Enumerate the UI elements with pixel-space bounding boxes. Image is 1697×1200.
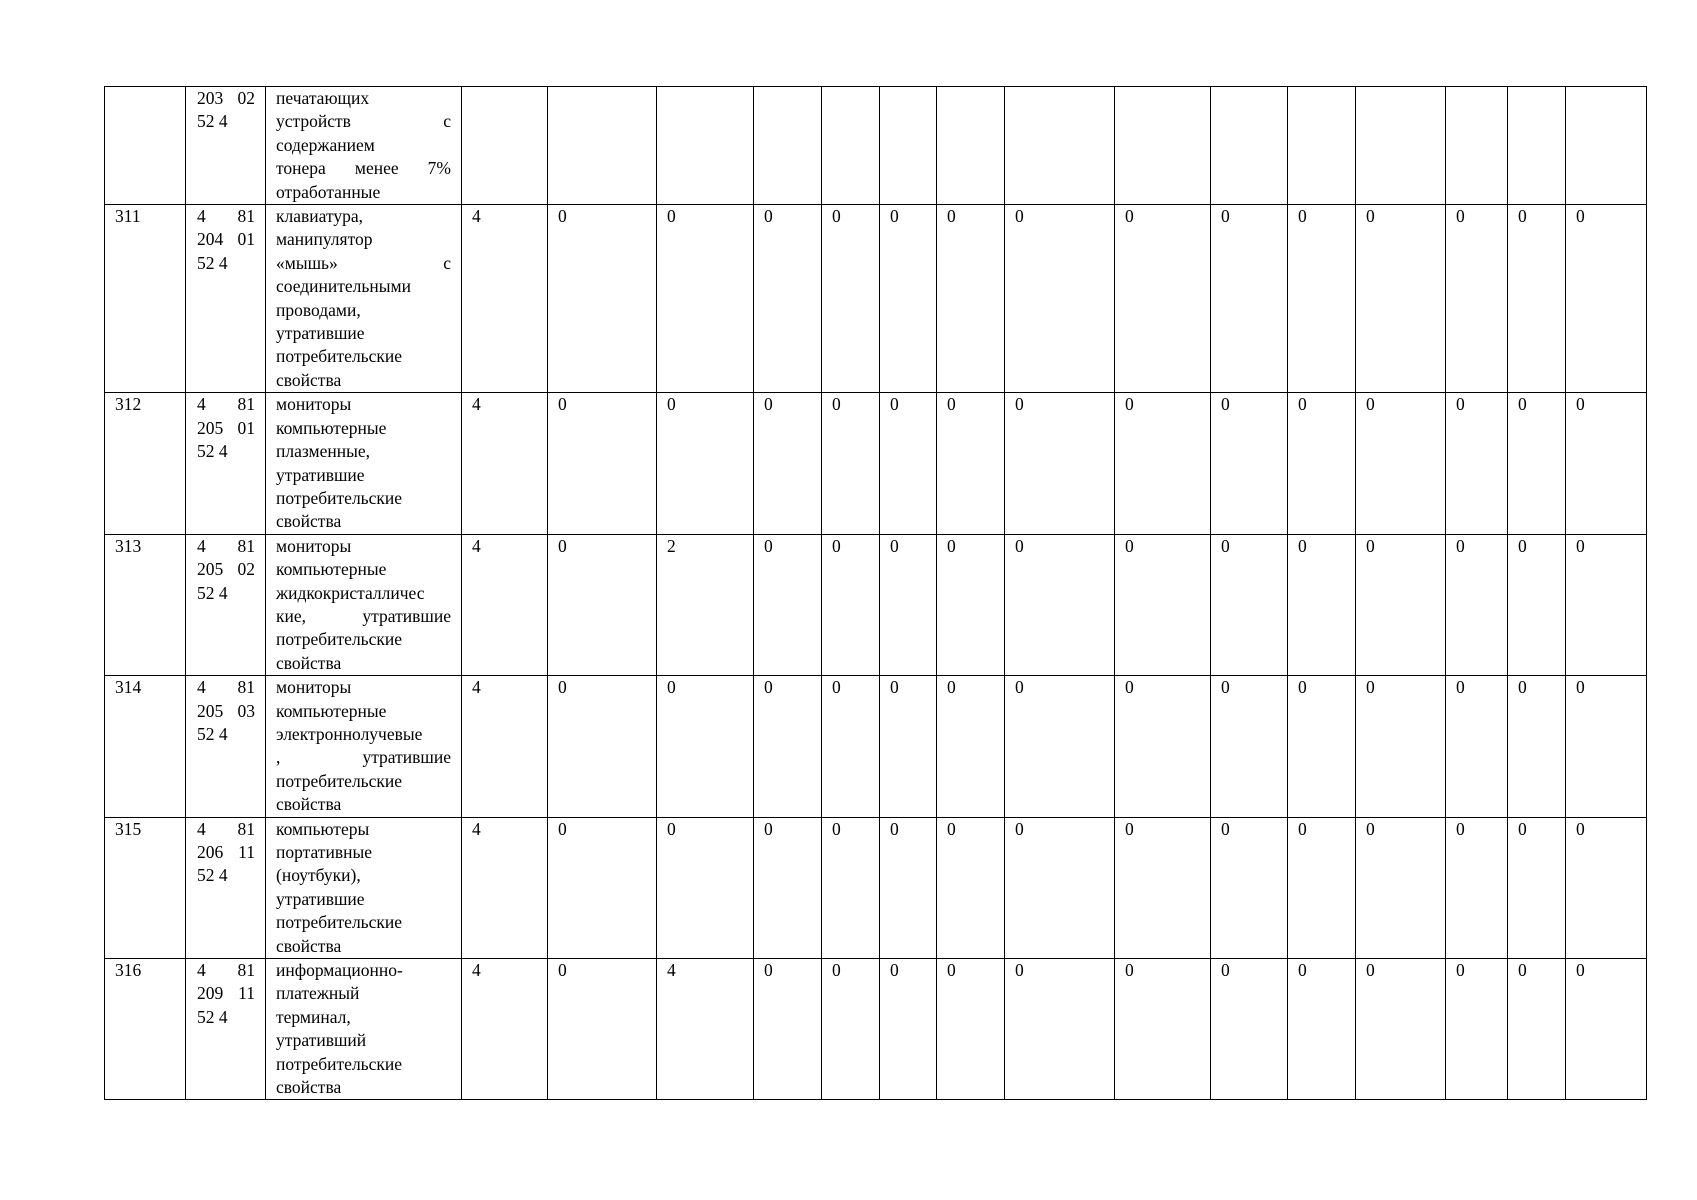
value-cell: 0 xyxy=(1211,393,1288,534)
waste-description-line: потребительские xyxy=(276,1053,403,1074)
value-cell xyxy=(754,87,822,205)
value-cell: 0 xyxy=(880,676,937,817)
waste-description-cell xyxy=(266,534,462,675)
value-cell: 0 xyxy=(1446,817,1508,958)
value-cell: 0 xyxy=(1115,534,1211,675)
value-cell xyxy=(937,87,1005,205)
waste-code-line: 52 4 xyxy=(197,582,228,603)
waste-description-line: терминал, xyxy=(276,1006,351,1027)
waste-description-line: устройств с xyxy=(276,111,451,132)
value-cell: 0 xyxy=(754,817,822,958)
value-cell: 0 xyxy=(1446,534,1508,675)
row-number-cell xyxy=(105,87,186,205)
waste-description-cell xyxy=(266,959,462,1100)
waste-description-line: свойства xyxy=(276,369,342,390)
waste-code-line: 203 02 xyxy=(197,88,255,108)
value-cell: 0 xyxy=(1288,676,1356,817)
value-cell: 0 xyxy=(1211,534,1288,675)
value-cell: 4 xyxy=(462,959,548,1100)
table-row xyxy=(105,534,1647,675)
value-cell: 0 xyxy=(1288,817,1356,958)
waste-description-line: компьютерные xyxy=(276,417,387,438)
table-row xyxy=(105,87,1647,205)
waste-code-cell xyxy=(186,393,266,534)
waste-description-line: утратившие xyxy=(276,464,365,485)
waste-description-line: «мышь» с xyxy=(276,252,451,273)
value-cell: 4 xyxy=(462,676,548,817)
waste-description-line: электроннолучевые xyxy=(276,723,423,744)
waste-description-line: компьютерные xyxy=(276,559,387,580)
waste-code-line: 205 02 xyxy=(197,559,255,580)
waste-description-cell xyxy=(266,393,462,534)
waste-code-line: 4 81 xyxy=(197,960,255,981)
waste-description-line: соединительными xyxy=(276,276,411,297)
waste-description-line: печатающих xyxy=(276,88,370,108)
value-cell: 0 xyxy=(657,205,754,393)
waste-code-line: 52 4 xyxy=(197,723,228,744)
waste-description-line: тонера менее 7% xyxy=(276,158,451,179)
waste-code-line: 4 81 xyxy=(197,818,255,839)
waste-code-cell xyxy=(186,817,266,958)
waste-description-line: платежный xyxy=(276,983,360,1004)
value-cell: 0 xyxy=(754,393,822,534)
value-cell: 0 xyxy=(548,817,657,958)
waste-code-line: 209 11 xyxy=(197,983,255,1004)
value-cell: 0 xyxy=(1566,959,1647,1100)
value-cell: 0 xyxy=(880,959,937,1100)
waste-code-line: 52 4 xyxy=(197,865,228,886)
value-cell: 0 xyxy=(1005,534,1115,675)
waste-code-line: 4 81 xyxy=(197,535,255,556)
waste-code-cell xyxy=(186,959,266,1100)
waste-description-line: мониторы xyxy=(276,677,352,698)
value-cell: 0 xyxy=(880,205,937,393)
table-row xyxy=(105,676,1647,817)
row-number-cell: 311 xyxy=(105,205,186,393)
waste-code-line: 4 81 xyxy=(197,394,255,415)
waste-code-cell xyxy=(186,676,266,817)
value-cell: 0 xyxy=(754,534,822,675)
value-cell xyxy=(880,87,937,205)
document-page xyxy=(104,86,1647,1100)
value-cell xyxy=(657,87,754,205)
value-cell: 0 xyxy=(822,205,880,393)
value-cell: 0 xyxy=(548,959,657,1100)
waste-code-line: 204 01 xyxy=(197,229,255,250)
waste-description-line: свойства xyxy=(276,652,342,673)
waste-code-line: 4 81 xyxy=(197,677,255,698)
value-cell: 0 xyxy=(1005,205,1115,393)
value-cell: 0 xyxy=(1288,534,1356,675)
waste-description-line: утратившие xyxy=(276,888,365,909)
value-cell: 0 xyxy=(1566,676,1647,817)
value-cell xyxy=(1288,87,1356,205)
table-body xyxy=(105,87,1647,1100)
value-cell: 0 xyxy=(1005,393,1115,534)
waste-description-line: информационно- xyxy=(276,960,403,981)
value-cell: 0 xyxy=(1446,205,1508,393)
row-number-cell: 314 xyxy=(105,676,186,817)
value-cell: 0 xyxy=(1005,959,1115,1100)
value-cell: 2 xyxy=(657,534,754,675)
waste-description-line: мониторы xyxy=(276,394,352,415)
value-cell xyxy=(1446,87,1508,205)
table-row xyxy=(105,393,1647,534)
waste-description-line: мониторы xyxy=(276,535,352,556)
value-cell: 0 xyxy=(937,676,1005,817)
value-cell: 4 xyxy=(462,817,548,958)
value-cell: 0 xyxy=(1508,534,1566,675)
value-cell: 0 xyxy=(548,393,657,534)
value-cell: 0 xyxy=(1115,205,1211,393)
waste-description-cell xyxy=(266,205,462,393)
waste-description-line: свойства xyxy=(276,1077,342,1098)
waste-description-line: компьютеры xyxy=(276,818,370,839)
value-cell: 0 xyxy=(657,393,754,534)
value-cell: 0 xyxy=(1446,393,1508,534)
value-cell: 0 xyxy=(1211,205,1288,393)
waste-code-line: 52 4 xyxy=(197,111,228,132)
value-cell: 0 xyxy=(1356,534,1446,675)
value-cell: 0 xyxy=(548,205,657,393)
value-cell: 4 xyxy=(657,959,754,1100)
waste-code-line: 4 81 xyxy=(197,206,255,227)
waste-description-line: (ноутбуки), xyxy=(276,865,361,886)
waste-description-line: потребительские xyxy=(276,346,403,367)
value-cell: 0 xyxy=(1356,959,1446,1100)
waste-description-line: компьютерные xyxy=(276,700,387,721)
table-row xyxy=(105,817,1647,958)
value-cell: 0 xyxy=(1115,959,1211,1100)
waste-code-line: 205 01 xyxy=(197,417,255,438)
value-cell: 0 xyxy=(1508,393,1566,534)
waste-code-cell xyxy=(186,534,266,675)
value-cell: 4 xyxy=(462,205,548,393)
waste-description-line: портативные xyxy=(276,842,372,862)
value-cell xyxy=(548,87,657,205)
value-cell: 4 xyxy=(462,393,548,534)
value-cell: 0 xyxy=(1356,817,1446,958)
value-cell: 0 xyxy=(1356,205,1446,393)
waste-description-line: потребительские xyxy=(276,629,403,650)
table-row xyxy=(105,205,1647,393)
value-cell: 0 xyxy=(548,534,657,675)
value-cell xyxy=(1211,87,1288,205)
waste-code-cell xyxy=(186,205,266,393)
waste-description-cell xyxy=(266,817,462,958)
value-cell: 4 xyxy=(462,534,548,675)
value-cell: 0 xyxy=(937,393,1005,534)
waste-description-line: потребительские xyxy=(276,912,403,933)
waste-code-line: 52 4 xyxy=(197,441,228,462)
waste-table xyxy=(104,86,1647,1100)
value-cell: 0 xyxy=(1508,205,1566,393)
waste-description-line: утративший xyxy=(276,1030,367,1051)
value-cell: 0 xyxy=(822,817,880,958)
value-cell: 0 xyxy=(880,534,937,675)
value-cell: 0 xyxy=(657,817,754,958)
waste-description-line: содержанием xyxy=(276,134,375,155)
value-cell: 0 xyxy=(1566,393,1647,534)
row-number-cell: 315 xyxy=(105,817,186,958)
waste-description-line: проводами, xyxy=(276,299,361,320)
value-cell: 0 xyxy=(937,817,1005,958)
waste-description-cell xyxy=(266,676,462,817)
waste-code-cell xyxy=(186,87,266,205)
value-cell: 0 xyxy=(1005,817,1115,958)
waste-description-line: жидкокристалличес xyxy=(276,582,425,603)
value-cell: 0 xyxy=(1288,393,1356,534)
value-cell: 0 xyxy=(1566,205,1647,393)
value-cell: 0 xyxy=(1508,676,1566,817)
value-cell xyxy=(1115,87,1211,205)
value-cell: 0 xyxy=(822,959,880,1100)
value-cell: 0 xyxy=(1356,676,1446,817)
waste-description-line: свойства xyxy=(276,794,342,815)
waste-description-line: свойства xyxy=(276,511,342,532)
value-cell: 0 xyxy=(880,393,937,534)
waste-code-line: 205 03 xyxy=(197,700,255,721)
value-cell: 0 xyxy=(657,676,754,817)
row-number-cell: 316 xyxy=(105,959,186,1100)
table-row xyxy=(105,959,1647,1100)
value-cell: 0 xyxy=(822,393,880,534)
value-cell: 0 xyxy=(880,817,937,958)
value-cell: 0 xyxy=(1211,676,1288,817)
waste-description-line: , утратившие xyxy=(276,747,451,768)
row-number-cell: 313 xyxy=(105,534,186,675)
value-cell: 0 xyxy=(754,676,822,817)
value-cell: 0 xyxy=(1211,817,1288,958)
waste-description-line: потребительские xyxy=(276,487,403,508)
value-cell: 0 xyxy=(1446,676,1508,817)
value-cell: 0 xyxy=(937,534,1005,675)
waste-code-line: 52 4 xyxy=(197,252,228,273)
waste-code-line: 206 11 xyxy=(197,842,255,862)
value-cell: 0 xyxy=(548,676,657,817)
value-cell: 0 xyxy=(1566,534,1647,675)
waste-description-line: кие, утратившие xyxy=(276,605,451,626)
value-cell xyxy=(1005,87,1115,205)
value-cell: 0 xyxy=(1115,676,1211,817)
value-cell: 0 xyxy=(822,534,880,675)
value-cell xyxy=(462,87,548,205)
waste-code-line: 52 4 xyxy=(197,1006,228,1027)
row-number-cell: 312 xyxy=(105,393,186,534)
waste-description-line: отработанные xyxy=(276,181,381,202)
value-cell: 0 xyxy=(1508,959,1566,1100)
value-cell: 0 xyxy=(1508,817,1566,958)
value-cell xyxy=(1566,87,1647,205)
waste-description-line: потребительские xyxy=(276,770,403,791)
value-cell: 0 xyxy=(1005,676,1115,817)
value-cell: 0 xyxy=(1566,817,1647,958)
waste-description-line: манипулятор xyxy=(276,229,373,250)
value-cell: 0 xyxy=(822,676,880,817)
waste-description-line: утратившие xyxy=(276,323,365,344)
value-cell: 0 xyxy=(1288,959,1356,1100)
waste-description-cell xyxy=(266,87,462,205)
value-cell: 0 xyxy=(1356,393,1446,534)
value-cell: 0 xyxy=(1115,817,1211,958)
value-cell: 0 xyxy=(937,205,1005,393)
value-cell xyxy=(822,87,880,205)
value-cell: 0 xyxy=(1288,205,1356,393)
value-cell: 0 xyxy=(754,959,822,1100)
waste-description-line: плазменные, xyxy=(276,441,371,462)
value-cell xyxy=(1508,87,1566,205)
waste-description-line: клавиатура, xyxy=(276,206,364,227)
value-cell: 0 xyxy=(1115,393,1211,534)
value-cell: 0 xyxy=(1446,959,1508,1100)
value-cell: 0 xyxy=(937,959,1005,1100)
value-cell: 0 xyxy=(1211,959,1288,1100)
waste-description-line: свойства xyxy=(276,935,342,956)
value-cell: 0 xyxy=(754,205,822,393)
value-cell xyxy=(1356,87,1446,205)
